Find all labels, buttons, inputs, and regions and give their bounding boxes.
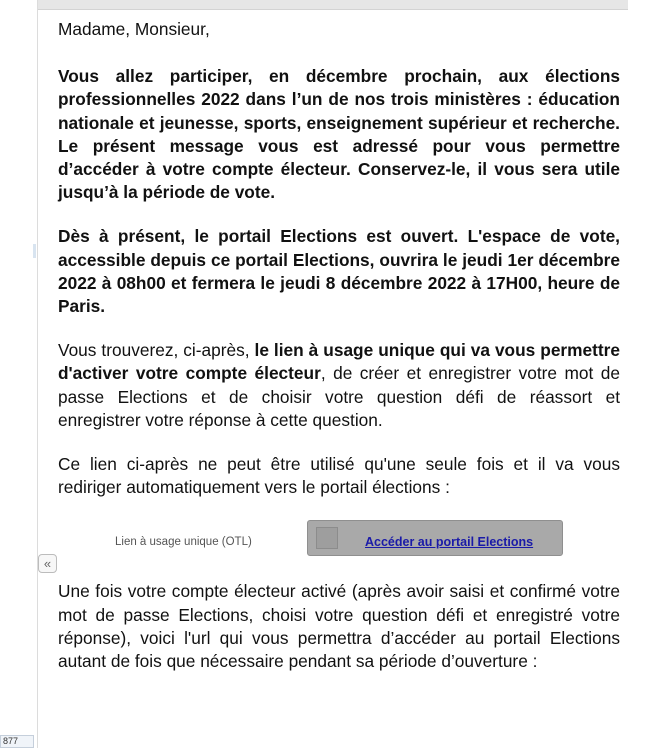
otl-link-box[interactable] — [307, 520, 563, 556]
otl-row — [58, 520, 620, 556]
page-counter: 877 — [0, 735, 34, 748]
gutter-marker — [33, 244, 36, 258]
portal-link[interactable]: Accéder au portail Elections — [365, 535, 534, 550]
link-paragraph — [58, 339, 620, 432]
single-use-paragraph: Ce lien ci-après ne peut être utilisé qu'une seule fois et il va vous rediriger automatiquement vers le portail élections : — [58, 454, 620, 498]
otl-link-icon — [316, 527, 338, 549]
otl-label: Lien à usage unique (OTL) — [115, 536, 252, 549]
link-paragraph-after: , de créer et enregistrer votre mot de passe Elections et de choisir votre question défi de réassort et enregistrer votre réponse à cette question. — [58, 363, 620, 430]
intro-paragraph: Vous allez participer, en décembre prochain, aux élections professionnelles 2022 dans l’un de nos trois ministères : éducation nationale et jeunesse, sports, enseignement supérieur et recherche. Le présent message vous est adressé pour vous permettre d’accéder à votre compte électeur. Conservez-le, il vous sera utile jusqu’à la période de vote. — [58, 66, 620, 203]
link-paragraph-bold: le lien à usage unique qui va vous permettre d'activer votre compte électeur — [58, 340, 620, 384]
greeting: Madame, Monsieur, — [58, 19, 210, 39]
link-paragraph-before: Vous trouverez, ci-après, — [58, 340, 255, 361]
top-border — [38, 0, 628, 10]
left-border — [37, 0, 38, 748]
collapse-sidebar-button[interactable]: « — [38, 554, 57, 573]
email-body — [58, 18, 620, 694]
after-activation-paragraph: Une fois votre compte électeur activé (après avoir saisi et confirmé votre mot de passe Elections, choisi votre question défi et enregistré votre réponse), voici l'url qui vous permettra d’accéder au portail Elections autant de fois que nécessaire pendant sa période d’ouverture : — [58, 581, 620, 672]
portal-open-paragraph: Dès à présent, le portail Elections est ouvert. L'espace de vote, accessible depuis ce portail Elections, ouvrira le jeudi 1er décembre 2022 à 08h00 et fermera le jeudi 8 décembre 2022 à 17H00, heure de Paris. — [58, 226, 620, 317]
